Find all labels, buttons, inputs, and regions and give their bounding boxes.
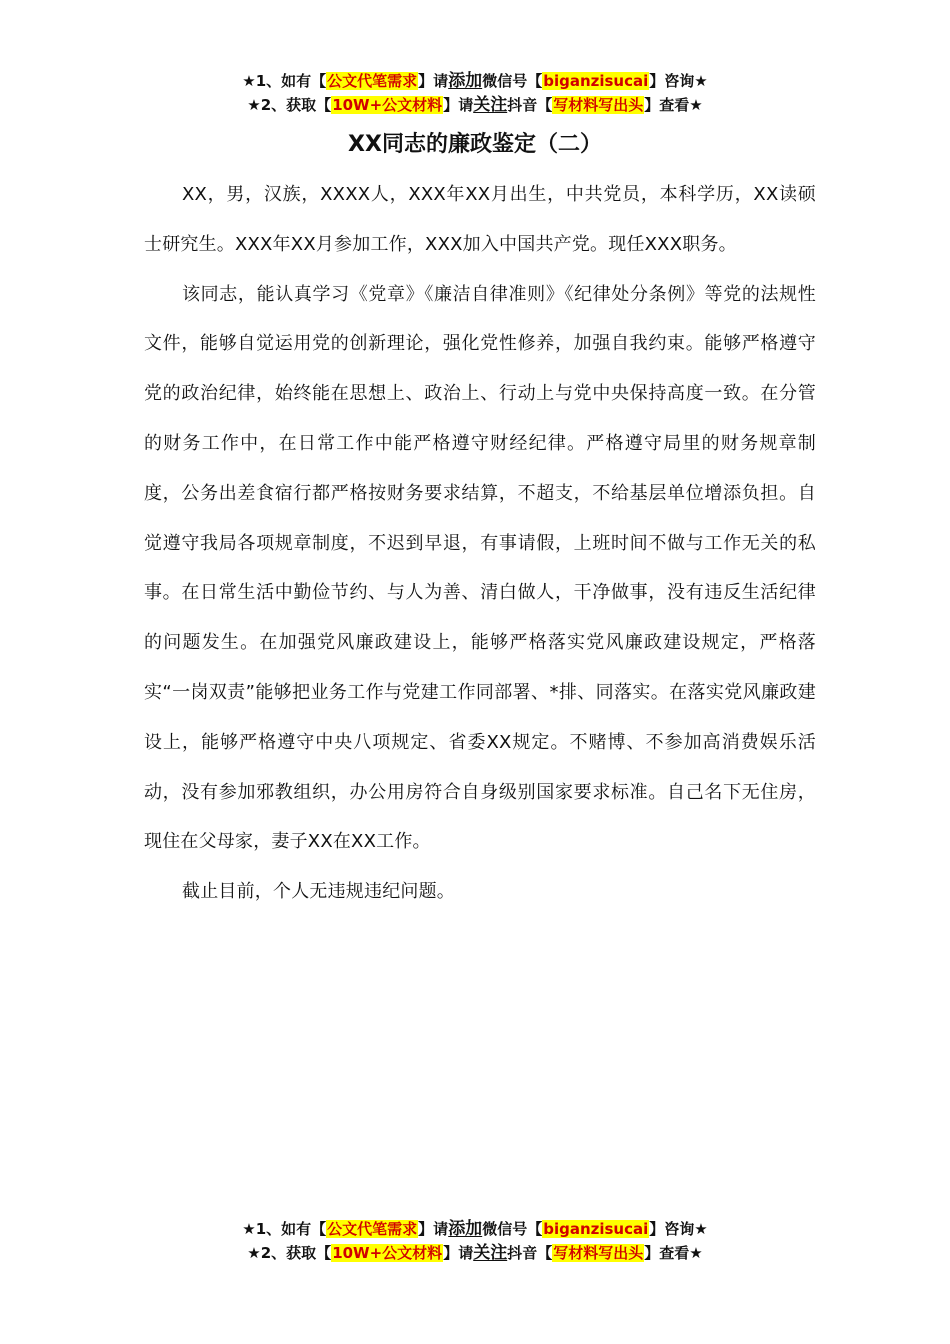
wechat-id: biganzisucai bbox=[543, 72, 649, 90]
banner-text: ★1、如有【 bbox=[242, 1220, 327, 1238]
banner-text: 微信号【 bbox=[482, 72, 543, 90]
document-body bbox=[144, 170, 816, 917]
banner-text: ★2、获取【 bbox=[247, 1244, 332, 1262]
banner-line-1 bbox=[0, 1217, 950, 1241]
emphasis-text: 添加 bbox=[448, 71, 483, 91]
paragraph-basic-info: XX，男，汉族，XXXX人，XXX年XX月出生，中共党员，本科学历，XX读硕士研究生。XXX年XX月参加工作，XXX加入中国共产党。现任XXX职务。 bbox=[144, 184, 816, 255]
highlight-text: 公文代笔需求 bbox=[327, 72, 418, 90]
highlight-text: 10W+公文材料 bbox=[332, 96, 443, 114]
highlight-text: 公文代笔需求 bbox=[327, 1220, 418, 1238]
banner-text: 】请 bbox=[418, 1220, 449, 1238]
emphasis-text: 添加 bbox=[448, 1219, 483, 1239]
banner-text: 】咨询★ bbox=[649, 72, 708, 90]
document-title: XX同志的廉政鉴定（二） bbox=[348, 132, 602, 157]
emphasis-text: 关注 bbox=[473, 95, 508, 115]
douyin-id: 写材料写出头 bbox=[553, 1244, 644, 1262]
banner-text: ★2、获取【 bbox=[247, 96, 332, 114]
banner-text: 抖音【 bbox=[507, 1244, 553, 1262]
emphasis-text: 关注 bbox=[473, 1243, 508, 1263]
paragraph-conclusion: 截止目前，个人无违规违纪问题。 bbox=[182, 881, 455, 903]
banner-text: 】查看★ bbox=[644, 1244, 703, 1262]
paragraph-evaluation: 该同志，能认真学习《党章》《廉洁自律准则》《纪律处分条例》等党的法规性文件，能够自觉运用党的创新理论，强化党性修养，加强自我约束。能够严格遵守党的政治纪律，始终能在思想上、政治上、行动上与党中央保持高度一致。在分管的财务工作中，在日常工作中能严格遵守财经纪律。严格遵守局里的财务规章制度，公务出差食宿行都严格按财务要求结算，不超支，不给基层单位增添负担。自觉遵守我局各项规章制度，不迟到早退，有事请假，上班时间不做与工作无关的私事。在日常生活中勤俭节约、与人为善、清白做人，干净做事，没有违反生活纪律的问题发生。在加强党风廉政建设上，能够严格落实党风廉政建设规定，严格落实“一岗双责”能够把业务工作与党建工作同部署、*排、同落实。在落实党风廉政建设上，能够严格遵守中央八项规定、省委XX规定。不赌博、不参加高消费娱乐活动，没有参加邪教组织，办公用房符合自身级别国家要求标准。自己名下无住房，现住在父母家，妻子XX在XX工作。 bbox=[144, 283, 816, 853]
banner-text: 】咨询★ bbox=[649, 1220, 708, 1238]
douyin-id: 写材料写出头 bbox=[553, 96, 644, 114]
banner-text: 】请 bbox=[443, 1244, 474, 1262]
banner-text: 】请 bbox=[443, 96, 474, 114]
wechat-id: biganzisucai bbox=[543, 1220, 649, 1238]
highlight-text: 10W+公文材料 bbox=[332, 1244, 443, 1262]
banner-text: 】请 bbox=[418, 72, 449, 90]
banner-text: 抖音【 bbox=[507, 96, 553, 114]
footer-banner bbox=[0, 1217, 950, 1265]
banner-line-2 bbox=[0, 1241, 950, 1265]
header-banner bbox=[0, 69, 950, 117]
banner-text: 】查看★ bbox=[644, 96, 703, 114]
banner-line-1 bbox=[0, 69, 950, 93]
banner-text: ★1、如有【 bbox=[242, 72, 327, 90]
banner-line-2 bbox=[0, 93, 950, 117]
banner-text: 微信号【 bbox=[482, 1220, 543, 1238]
